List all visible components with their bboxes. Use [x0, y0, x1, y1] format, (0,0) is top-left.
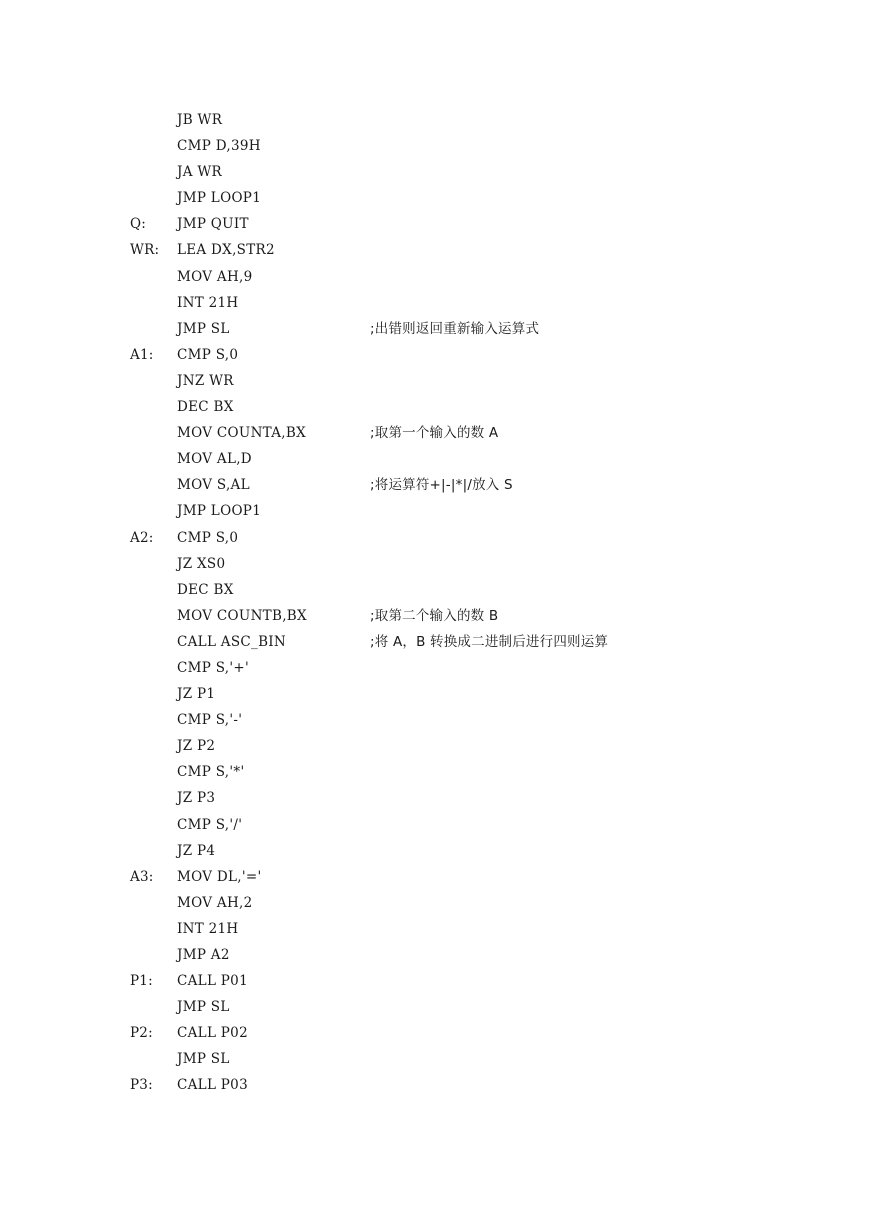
code-instruction: LEA DX,STR2 — [177, 242, 275, 259]
code-instruction: JZ P1 — [177, 686, 216, 703]
code-instruction: CALL P02 — [177, 1025, 248, 1042]
code-instruction: MOV COUNTB,BX — [177, 607, 307, 624]
code-instruction: CMP S,'+' — [177, 659, 250, 676]
code-line — [0, 211, 869, 237]
code-line — [0, 812, 869, 838]
code-instruction: JZ P2 — [177, 738, 216, 755]
code-line — [0, 1072, 869, 1098]
code-line — [0, 838, 869, 864]
code-line — [0, 525, 869, 551]
code-instruction: CMP S,'/' — [177, 816, 243, 833]
code-line — [0, 707, 869, 733]
code-instruction: JMP SL — [177, 320, 230, 337]
code-instruction: CMP D,39H — [177, 138, 261, 155]
code-line — [0, 759, 869, 785]
code-label: A3: — [130, 868, 154, 885]
code-instruction: MOV AH,2 — [177, 894, 253, 911]
code-instruction: MOV S,AL — [177, 477, 250, 494]
code-instruction: JZ P3 — [177, 790, 216, 807]
code-line — [0, 159, 869, 185]
code-instruction: JB WR — [177, 112, 223, 128]
code-line — [0, 1046, 869, 1072]
code-line — [0, 994, 869, 1020]
code-comment: ;将运算符+|-|*|/放入 S — [370, 477, 513, 494]
code-label: P1: — [130, 973, 153, 990]
code-instruction: JMP LOOP1 — [177, 190, 262, 207]
code-line — [0, 1020, 869, 1046]
code-line — [0, 942, 869, 968]
code-label: WR: — [130, 242, 160, 259]
code-instruction: JA WR — [177, 164, 222, 181]
code-instruction: MOV DL,'=' — [177, 868, 262, 885]
code-instruction: MOV AH,9 — [177, 268, 253, 285]
code-comment: ;将 A，B 转换成二进制后进行四则运算 — [370, 633, 609, 650]
code-instruction: CALL P01 — [177, 973, 248, 990]
code-instruction: MOV COUNTA,BX — [177, 425, 307, 442]
code-line — [0, 785, 869, 811]
code-line — [0, 603, 869, 629]
code-instruction: CMP S,0 — [177, 346, 239, 363]
code-line — [0, 681, 869, 707]
code-line — [0, 394, 869, 420]
code-instruction: CMP S,0 — [177, 529, 239, 546]
code-instruction: JMP QUIT — [177, 216, 249, 233]
code-instruction: CALL P03 — [177, 1077, 248, 1094]
code-instruction: CMP S,'*' — [177, 764, 245, 781]
code-instruction: JNZ WR — [177, 372, 234, 389]
code-line — [0, 133, 869, 159]
code-line — [0, 342, 869, 368]
code-line — [0, 446, 869, 472]
code-instruction: MOV AL,D — [177, 451, 252, 468]
code-line — [0, 368, 869, 394]
code-label: P2: — [130, 1025, 153, 1042]
code-line — [0, 472, 869, 498]
code-instruction: JZ XS0 — [177, 555, 226, 572]
code-instruction: CMP S,'-' — [177, 712, 243, 729]
code-label: A2: — [130, 529, 154, 546]
code-line — [0, 629, 869, 655]
code-line — [0, 577, 869, 603]
code-line — [0, 551, 869, 577]
code-line — [0, 290, 869, 316]
code-line — [0, 316, 869, 342]
code-instruction: JMP A2 — [177, 947, 230, 963]
code-line — [0, 107, 869, 133]
code-instruction: JMP SL — [177, 999, 230, 1016]
code-line — [0, 968, 869, 994]
code-line — [0, 733, 869, 759]
code-comment: ;取第一个输入的数 A — [370, 425, 499, 442]
assembly-code-listing — [0, 107, 869, 1099]
code-label: P3: — [130, 1077, 153, 1094]
code-instruction: INT 21H — [177, 294, 239, 311]
code-label: Q: — [130, 216, 147, 233]
code-instruction: DEC BX — [177, 399, 234, 416]
code-instruction: CALL ASC_BIN — [177, 633, 287, 650]
code-instruction: INT 21H — [177, 920, 239, 937]
code-line — [0, 237, 869, 263]
code-line — [0, 864, 869, 890]
code-comment: ;取第二个输入的数 B — [370, 607, 499, 624]
code-instruction: JMP LOOP1 — [177, 503, 262, 520]
code-comment: ;出错则返回重新输入运算式 — [370, 320, 540, 337]
code-label: A1: — [130, 346, 154, 363]
code-line — [0, 185, 869, 211]
code-line — [0, 916, 869, 942]
code-line — [0, 498, 869, 524]
code-line — [0, 655, 869, 681]
code-line — [0, 264, 869, 290]
code-instruction: JMP SL — [177, 1051, 230, 1068]
code-line — [0, 890, 869, 916]
code-instruction: JZ P4 — [177, 842, 216, 859]
code-line — [0, 420, 869, 446]
code-instruction: DEC BX — [177, 581, 234, 598]
